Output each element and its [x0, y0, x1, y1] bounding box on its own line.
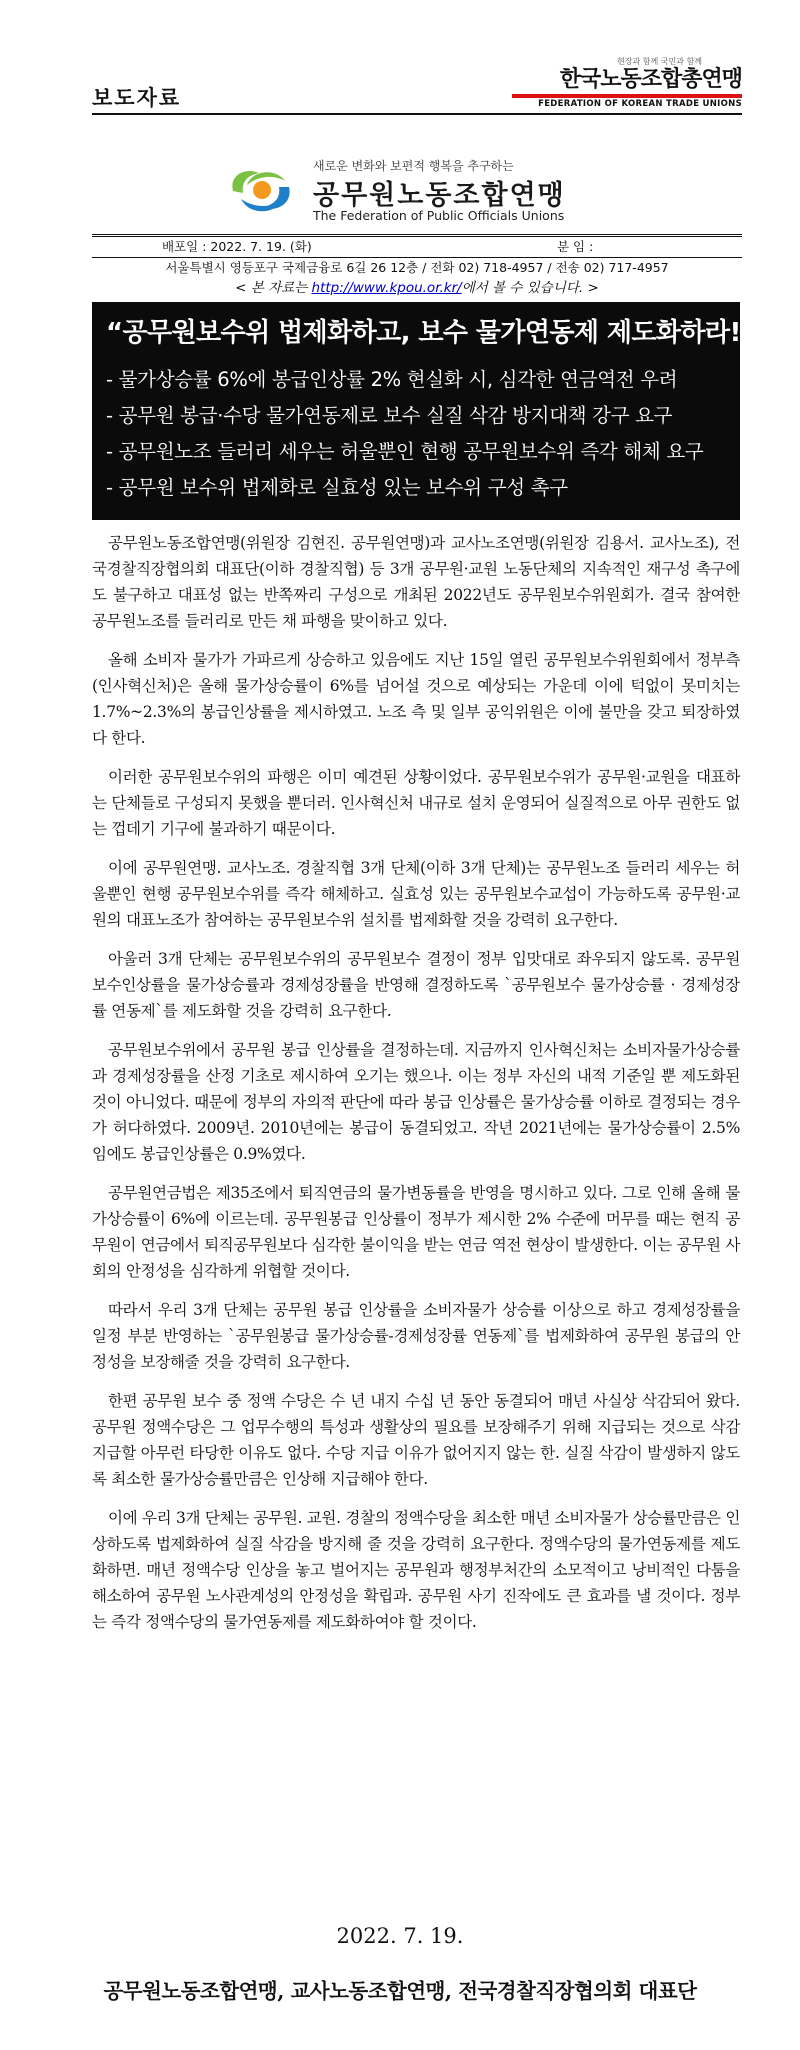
page-count: 분 임 : — [557, 239, 594, 254]
body-paragraph: 아울러 3개 단체는 공무원보수위의 공무원보수 결정이 정부 입맛대로 좌우되지 않도록. 공무원 보수인상률을 물가상승률과 경제성장률을 반영해 결정하도록 `공무원보수 물가상승률 · 경제성장률 연동제`를 제도화할 것을 강력히 요구한다. — [92, 950, 740, 1020]
fktu-name-kr: 한국노동조합총연맹 — [559, 67, 742, 92]
headline-bullet-list — [106, 362, 703, 506]
signatories: 공무원노동조합연맹, 교사노동조합연맹, 전국경찰직장협의회 대표단 — [103, 1979, 697, 2003]
website-link[interactable]: http://www.kpou.or.kr/ — [311, 280, 462, 296]
article-body — [92, 530, 740, 1648]
logo-name-en: The Federation of Public Officials Unions — [313, 208, 565, 223]
body-paragraph: 이에 우리 3개 단체는 공무원. 교원. 경찰의 정액수당을 최소한 매년 소비자물가 상승률만큼은 인상하도록 법제화하여 실질 삭감을 방지해 줄 것을 강력히 요구한다. 정액수당의 물가연동제를 제도화하면. 매년 정액수당 인상을 놓고 벌어지는 공무원과 행정부처간의 소모적이고 낭비적인 다툼을 해소하여 공무원 노사관계성의 안정성을 확립과. 공무원 사기 진작에도 큰 효과를 낼 것이다. 정부는 즉각 정액수당의 물가연동제를 제도화하여야 할 것이다. — [92, 1509, 740, 1631]
body-paragraph: 따라서 우리 3개 단체는 공무원 봉급 인상률을 소비자물가 상승률 이상으로 하고 경제성장률을 일정 부분 반영하는 `공무원봉급 물가상승률-경제성장률 연동제`를 법제화하여 공무원 봉급의 안정성을 보장해줄 것을 강력히 요구한다. — [92, 1301, 740, 1371]
headline-bullet: - 공무원노조 들러리 세우는 허울뿐인 현행 공무원보수위 즉각 해체 요구 — [106, 440, 704, 463]
body-paragraph: 올해 소비자 물가가 가파르게 상승하고 있음에도 지난 15일 열린 공무원보수위원회에서 정부측(인사혁신처)은 올해 물가상승률이 6%를 넘어설 것으로 예상되는 가운데 이에 턱없이 못미치는 1.7%~2.3%의 봉급인상률을 제시하였고. 노조 측 및 일부 공익위원은 이에 불만을 갖고 퇴장하였다 한다. — [92, 651, 740, 747]
body-paragraph: 공무원노동조합연맹(위원장 김현진. 공무원연맹)과 교사노조연맹(위원장 김용서. 교사노조), 전국경찰직장협의회 대표단(이하 경찰직협) 등 3개 공무원·교원 노동단체의 지속적인 재구성 촉구에도 불구하고 대표성 없는 반쪽짜리 구성으로 개최된 2022년도 공무원보수위원회가. 결국 참여한 공무원노조를 들러리로 만든 채 파행을 맞이하고 있다. — [92, 534, 740, 630]
headline-bullet: - 공무원 보수위 법제화로 실효성 있는 보수위 구성 촉구 — [106, 476, 568, 499]
headline-title: “공무원보수위 법제화하고, 보수 물가연동제 제도화하라!” — [106, 318, 758, 348]
fktu-name-en: FEDERATION OF KOREAN TRADE UNIONS — [538, 99, 742, 109]
press-release-label: 보도자료 — [92, 86, 182, 110]
headline-box — [92, 302, 758, 520]
body-paragraph: 이러한 공무원보수위의 파행은 이미 예견된 상황이었다. 공무원보수위가 공무원·교원을 대표하는 단체들로 구성되지 못했을 뿐더러. 인사혁신처 내규로 설치 운영되어 실질적으로 아무 권한도 없는 껍데기 기구에 불과하기 때문이다. — [92, 768, 740, 838]
website-note-suffix: 에서 볼 수 있습니다. > — [461, 280, 599, 296]
logo-tagline: 새로운 변화와 보편적 행복을 추구하는 — [313, 159, 514, 173]
website-note — [92, 276, 742, 296]
fktu-tagline: 현장과 함께 국민과 함께 — [617, 57, 702, 66]
body-paragraph: 공무원보수위에서 공무원 봉급 인상률을 결정하는데. 지금까지 인사혁신처는 소비자물가상승률과 경제성장률을 산정 기초로 제시하여 오기는 했으나. 이는 정부 자신의 내적 기준일 뿐 제도화된 것이 아니었다. 때문에 정부의 자의적 판단에 따라 봉급 인상률은 물가상승률 이하로 결정되는 경우가 허다하였다. 2009년. 2010년에는 봉급이 동결되었고. 작년 2021년에는 물가상승률이 2.5%임에도 봉급인상률은 0.9%였다. — [92, 1041, 740, 1163]
logo-name-kr: 공무원노동조합연맹 — [313, 180, 566, 211]
website-note-prefix: < 본 자료는 — [235, 280, 312, 296]
distribution-info-bar — [92, 234, 742, 258]
header-rule — [92, 113, 742, 115]
fpou-logo — [225, 155, 605, 225]
body-paragraph: 공무원연금법은 제35조에서 퇴직연금의 물가변동률을 반영을 명시하고 있다. 그로 인해 올해 물가상승률이 6%에 이르는데. 공무원봉급 인상률이 정부가 제시한 2% 수준에 머무를 때는 현직 공무원이 연금에서 퇴직공무원보다 심각한 불이익을 받는 연금 역전 현상이 발생한다. 이는 공무원 사회의 안정성을 심각하게 위협할 것이다. — [92, 1184, 740, 1280]
distribution-date: 배포일 : 2022. 7. 19. (화) — [162, 239, 312, 254]
headline-bullet: - 공무원 봉급·수당 물가연동제로 보수 실질 삭감 방지대책 강구 요구 — [106, 404, 673, 427]
headline-bullet: - 물가상승률 6%에 봉급인상률 2% 현실화 시, 심각한 연금역전 우려 — [106, 368, 678, 391]
fktu-logo — [512, 56, 742, 110]
body-paragraph: 이에 공무원연맹. 교사노조. 경찰직협 3개 단체(이하 3개 단체)는 공무원노조 들러리 세우는 허울뿐인 현행 공무원보수위를 즉각 해체하고. 실효성 있는 공무원보수교섭이 가능하도록 공무원·교원의 대표노조가 참여하는 공무원보수위 설치를 법제화할 것을 강력히 요구한다. — [92, 859, 740, 929]
contact-address: 서울특별시 영등포구 국제금융로 6길 26 12층 / 전화 02) 718-4957 / 전송 02) 717-4957 — [165, 260, 669, 275]
release-date: 2022. 7. 19. — [336, 1924, 464, 1948]
body-paragraph: 한편 공무원 보수 중 정액 수당은 수 년 내지 수십 년 동안 동결되어 매년 사실상 삭감되어 왔다. 공무원 정액수당은 그 업무수행의 특성과 생활상의 필요를 보장해주기 위해 지급되는 것으로 삭감 지급할 아무런 타당한 이유도 없다. 수당 지급 이유가 없어지지 않는 한. 실질 삭감이 발생하지 않도록 최소한 물가상승률만큼은 인상해 지급해야 한다. — [92, 1392, 740, 1488]
hands-emblem-icon — [225, 161, 297, 219]
